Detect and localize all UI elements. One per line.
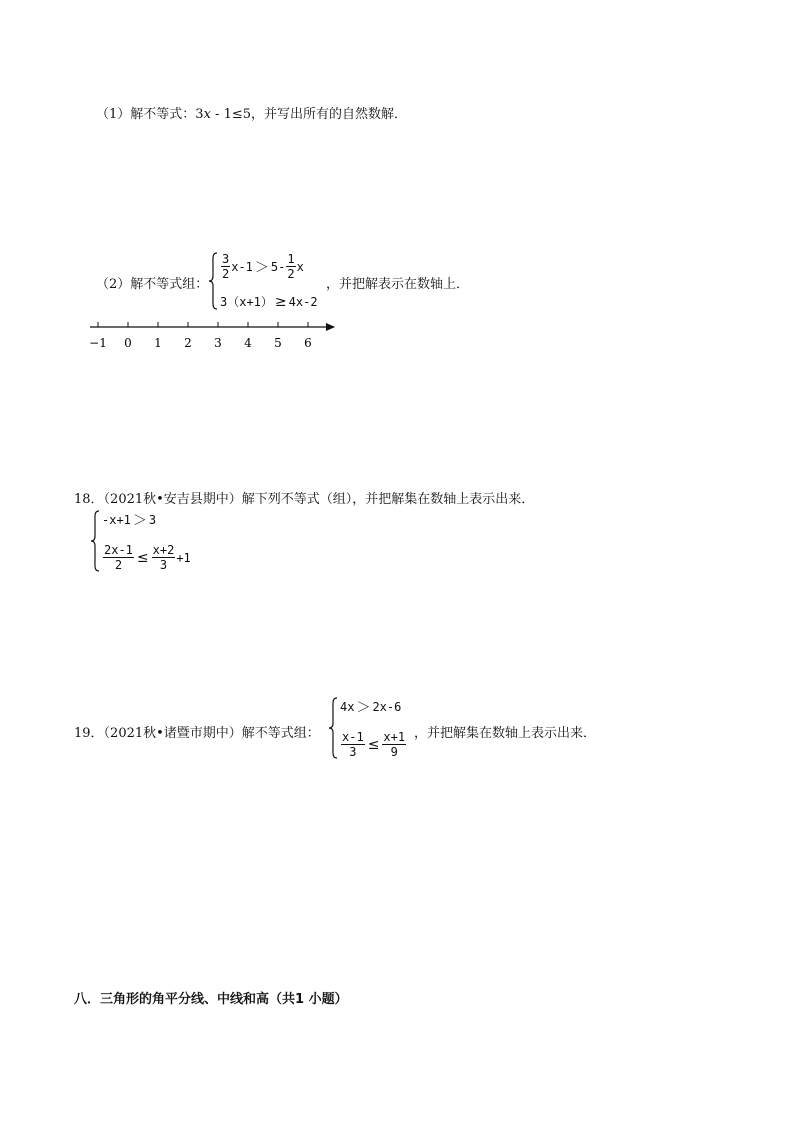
q19-prefix: 19．（2021秋•诸暨市期中）解不等式组：: [74, 726, 320, 741]
q19-inequality-2: [340, 730, 407, 759]
q2-label: （2）解不等式组：: [96, 277, 209, 292]
tick-label: 4: [244, 336, 252, 350]
leq-sign: ≤: [367, 736, 380, 753]
arrow-right-icon: [326, 323, 335, 331]
fraction: $\frac{x-1}{3}$: [342, 730, 364, 759]
q19-inequality-1: 4x ＞ 2x-6: [340, 697, 407, 717]
tick-label: 1: [154, 336, 162, 350]
section-heading: 八．三角形的角平分线、中线和高（共1 小题）: [74, 992, 348, 1007]
q19-after-text: ，并把解集在数轴上表示出来．: [414, 726, 597, 741]
question-18: 18．（2021秋•安吉县期中）解下列不等式（组），并把解集在数轴上表示出来．: [74, 492, 535, 507]
term: 5-: [270, 259, 286, 274]
fraction: $\frac{x+1}{9}$: [383, 730, 406, 759]
geq-sign: ≥: [274, 293, 287, 310]
number-line: [88, 316, 344, 356]
left-brace-icon: [90, 510, 100, 572]
left-brace-icon: [208, 252, 218, 310]
leq-sign: ≤: [136, 549, 149, 566]
q2-inequality-2: 3（x+1） ≥ 4x-2: [220, 293, 318, 310]
q1-text-b: - 1≤5，并写出所有的自然数解．: [210, 107, 407, 122]
left-brace-icon: [328, 697, 338, 759]
q2-after-text: ，并把解表示在数轴上．: [326, 277, 470, 292]
term: x: [296, 259, 304, 274]
q18-system: [90, 510, 191, 572]
q1-label: （1）: [96, 107, 131, 122]
tick-label: 2: [184, 336, 192, 350]
greater-than-sign: ＞: [356, 700, 371, 716]
tick-label: −1: [89, 336, 107, 350]
fraction: $\frac{x+2}{3}$: [152, 543, 175, 572]
q1-text-a: 解不等式：3: [130, 107, 204, 122]
tick-label: 3: [214, 336, 222, 350]
term: x-1: [231, 259, 253, 274]
q1-var: x: [203, 107, 211, 122]
fraction: $\frac{1}{2}$: [287, 252, 295, 281]
tick-label: 6: [304, 336, 312, 350]
q2-system: [208, 252, 318, 310]
fraction: $\frac{3}{2}$: [222, 252, 230, 281]
fraction: $\frac{2x-1}{2}$: [104, 543, 133, 572]
question-1: [96, 103, 407, 122]
greater-than-sign: ＞: [254, 259, 269, 276]
q18-inequality-1: -x+1 ＞ 3: [102, 510, 191, 530]
tick-label: 5: [274, 336, 282, 350]
greater-than-sign: ＞: [132, 513, 147, 529]
q19-system: [328, 697, 407, 759]
q2-inequality-1: [220, 252, 318, 281]
tick-label: 0: [124, 336, 132, 350]
q18-inequality-2: $\frac{2x-1}{2}$ ≤ $\frac{x+2}{3}$ +1: [104, 543, 191, 572]
